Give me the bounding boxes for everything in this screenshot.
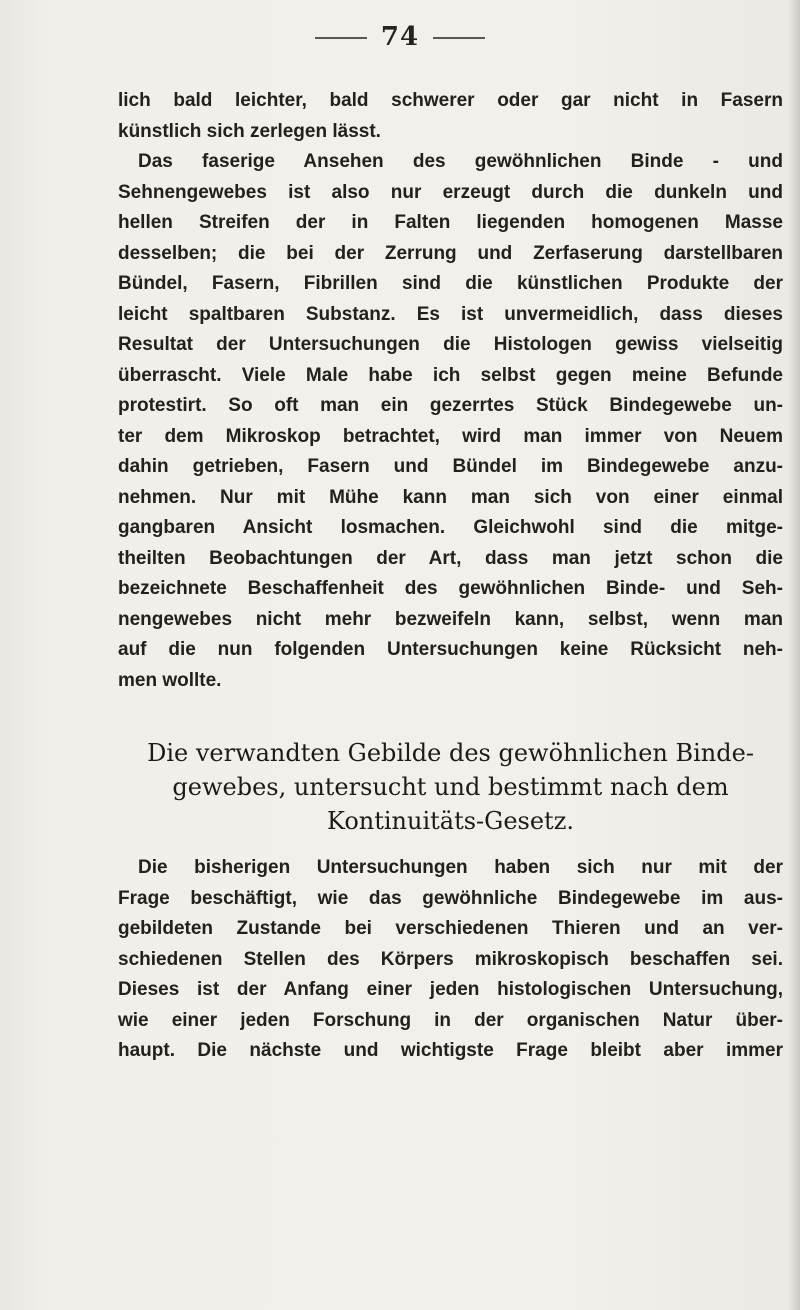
page-number-dash-right bbox=[433, 37, 485, 39]
page-edge-shadow bbox=[788, 0, 800, 1310]
text-line: überrascht. Viele Male habe ich selbst gegen meine Befunde bbox=[118, 364, 783, 386]
text-line: men wollte. bbox=[118, 669, 222, 691]
heading-line: gewebes, untersucht und bestimmt nach dem bbox=[172, 773, 729, 801]
text-line: Bündel, Fasern, Fibrillen sind die künstlichen Produkte der bbox=[118, 273, 783, 294]
text-line: ter dem Mikroskop betrachtet, wird man immer von Neuem bbox=[118, 425, 783, 447]
text-line: künstlich sich zerlegen lässt. bbox=[118, 120, 381, 142]
text-line: Resultat der Untersuchungen die Histologen gewiss vielseitig bbox=[118, 334, 783, 355]
heading-line: Die verwandten Gebilde des gewöhnlichen Binde- bbox=[147, 739, 754, 767]
text-line: bezeichnete Beschaffenheit des gewöhnlichen Binde- und Seh- bbox=[118, 578, 783, 599]
text-line: leicht spaltbaren Substanz. Es ist unvermeidlich, dass dieses bbox=[118, 303, 783, 325]
text-line: gebildeten Zustande bei verschiedenen Thieren und an ver- bbox=[118, 918, 783, 939]
paragraph-2 bbox=[118, 853, 783, 1067]
text-line: theilten Beobachtungen der Art, dass man jetzt schon die bbox=[118, 547, 783, 569]
paragraph-1 bbox=[118, 86, 783, 696]
text-line: dahin getrieben, Fasern und Bündel im Bindegewebe anzu- bbox=[118, 456, 783, 477]
text-line: nehmen. Nur mit Mühe kann man sich von einer einmal bbox=[118, 486, 783, 508]
text-line: wie einer jeden Forschung in der organischen Natur über- bbox=[118, 1009, 783, 1031]
page-number-header bbox=[0, 22, 800, 52]
text-line: haupt. Die nächste und wichtigste Frage bleibt aber immer bbox=[118, 1040, 783, 1061]
text-line: Frage beschäftigt, wie das gewöhnliche Bindegewebe im aus- bbox=[118, 887, 783, 909]
text-line: Die bisherigen Untersuchungen haben sich nur mit der bbox=[138, 857, 783, 878]
text-line: gangbaren Ansicht losmachen. Gleichwohl sind die mitge- bbox=[118, 517, 783, 538]
text-line: Dieses ist der Anfang einer jeden histologischen Untersuchung, bbox=[118, 979, 783, 1000]
page-number-dash-left bbox=[315, 37, 367, 39]
text-line: protestirt. So oft man ein gezerrtes Stück Bindegewebe un- bbox=[118, 395, 783, 416]
text-line: auf die nun folgenden Untersuchungen keine Rücksicht neh- bbox=[118, 639, 783, 660]
text-line: lich bald leichter, bald schwerer oder gar nicht in Fasern bbox=[118, 90, 783, 111]
page-number: 74 bbox=[380, 22, 420, 52]
text-line: schiedenen Stellen des Körpers mikroskopisch beschaffen sei. bbox=[118, 948, 783, 970]
text-line: hellen Streifen der in Falten liegenden homogenen Masse bbox=[118, 212, 783, 233]
text-line: desselben; die bei der Zerrung und Zerfaserung darstellbaren bbox=[118, 242, 783, 264]
heading-line: Kontinuitäts-Gesetz. bbox=[327, 807, 574, 835]
section-heading bbox=[118, 736, 783, 838]
text-line: nengewebes nicht mehr bezweifeln kann, selbst, wenn man bbox=[118, 608, 783, 630]
text-line: Sehnengewebes ist also nur erzeugt durch die dunkeln und bbox=[118, 181, 783, 203]
text-line: Das faserige Ansehen des gewöhnlichen Binde - und bbox=[138, 151, 783, 172]
